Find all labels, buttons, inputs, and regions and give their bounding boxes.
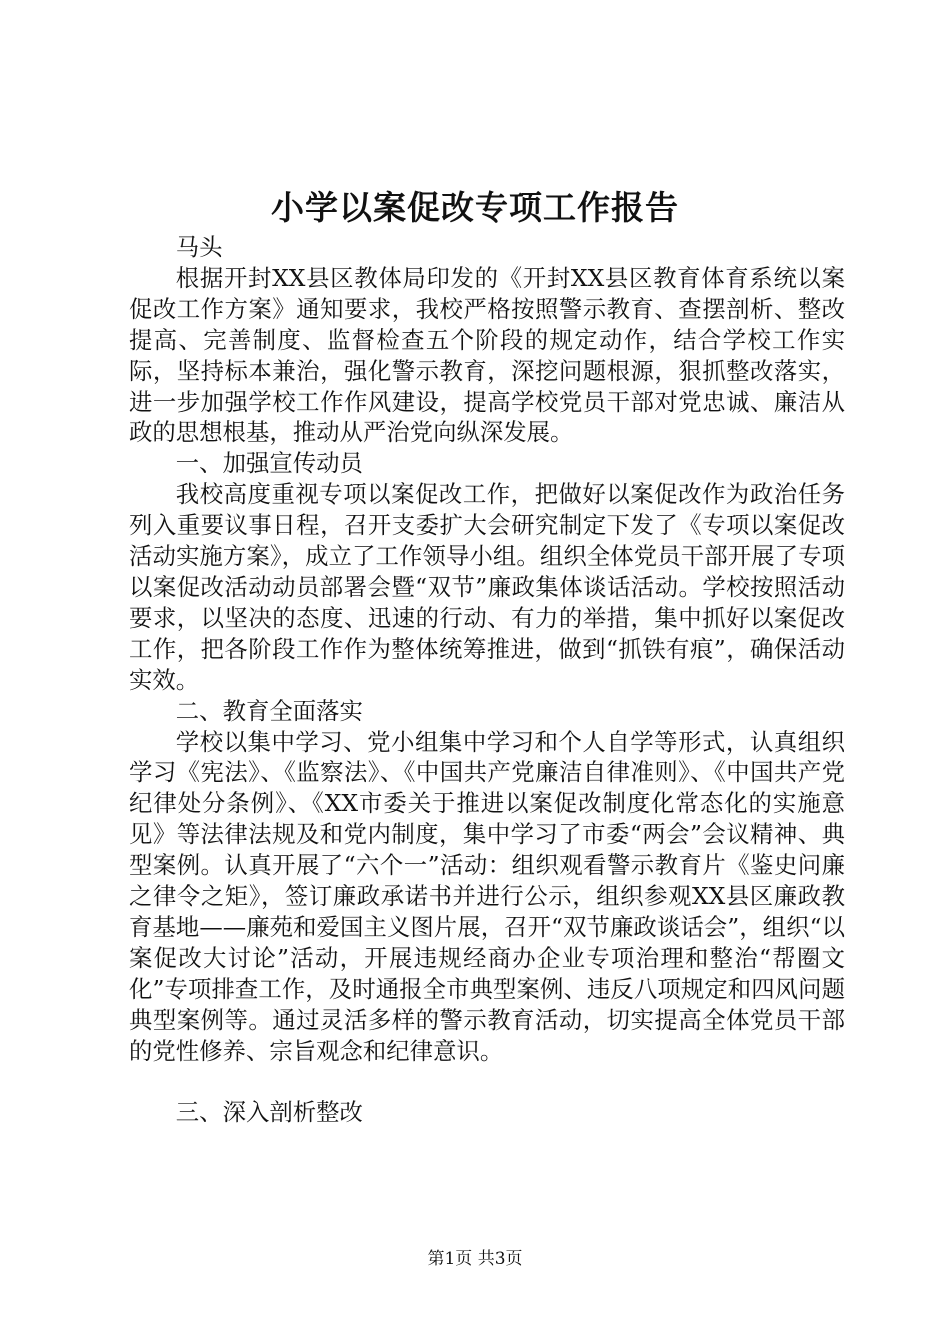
page-footer: 第1页 共3页 (427, 1249, 523, 1269)
document-body (129, 232, 845, 1128)
paragraph-intro: 根据开封XX县区教体局印发的《开封XX县区教育体育系统以案促改工作方案》通知要求，我校严格按照警示教育、查摆剖析、整改提高、完善制度、监督检查五个阶段的规定动作，结合学校工作实际，坚持标本兼治，强化警示教育，深挖问题根源，狠抓整改落实，进一步加强学校工作作风建设，提高学校党员干部对党忠诚、廉洁从政的思想根基，推动从严治党向纵深发展。 (129, 263, 845, 447)
section-heading-3: 三、深入剖析整改 (175, 1098, 363, 1127)
paragraph-author: 马头 (175, 233, 223, 261)
paragraph-section-1: 我校高度重视专项以案促改工作，把做好以案促改作为政治任务列入重要议事日程，召开支委扩大会研究制定下发了《专项以案促改活动实施方案》，成立了工作领导小组。组织全体党员干部开展了专项以案促改活动动员部署会暨“双节”廉政集体谈话活动。学校按照活动要求，以坚决的态度、迅速的行动、有力的举措，集中抓好以案促改工作，把各阶段工作作为整体统筹推进，做到“抓铁有痕”，确保活动实效。 (129, 480, 845, 694)
section-heading-2: 二、教育全面落实 (175, 696, 363, 725)
paragraph-section-2: 学校以集中学习、党小组集中学习和个人自学等形式，认真组织学习《宪法》、《监察法》、《中国共产党廉洁自律准则》、《中国共产党纪律处分条例》、《XX市委关于推进以案促改制度化常态化的实施意见》等法律法规及和党内制度，集中学习了市委“两会”会议精神、典型案例。认真开展了“六个一”活动：组织观看警示教育片《鉴史问廉之律令之矩》，签订廉政承诺书并进行公示，组织参观XX县区廉政教育基地——廉苑和爱国主义图片展，召开“双节廉政谈话会”，组织“以案促改大讨论”活动，开展违规经商办企业专项治理和整治“帮圈文化”专项排查工作，及时通报全市典型案例、违反八项规定和四风问题典型案例等。通过灵活多样的警示教育活动，切实提高全体党员干部的党性修养、宗旨观念和纪律意识。 (129, 727, 845, 1065)
document-title: 小学以案促改专项工作报告 (271, 188, 679, 227)
section-heading-1: 一、加强宣传动员 (175, 449, 363, 478)
